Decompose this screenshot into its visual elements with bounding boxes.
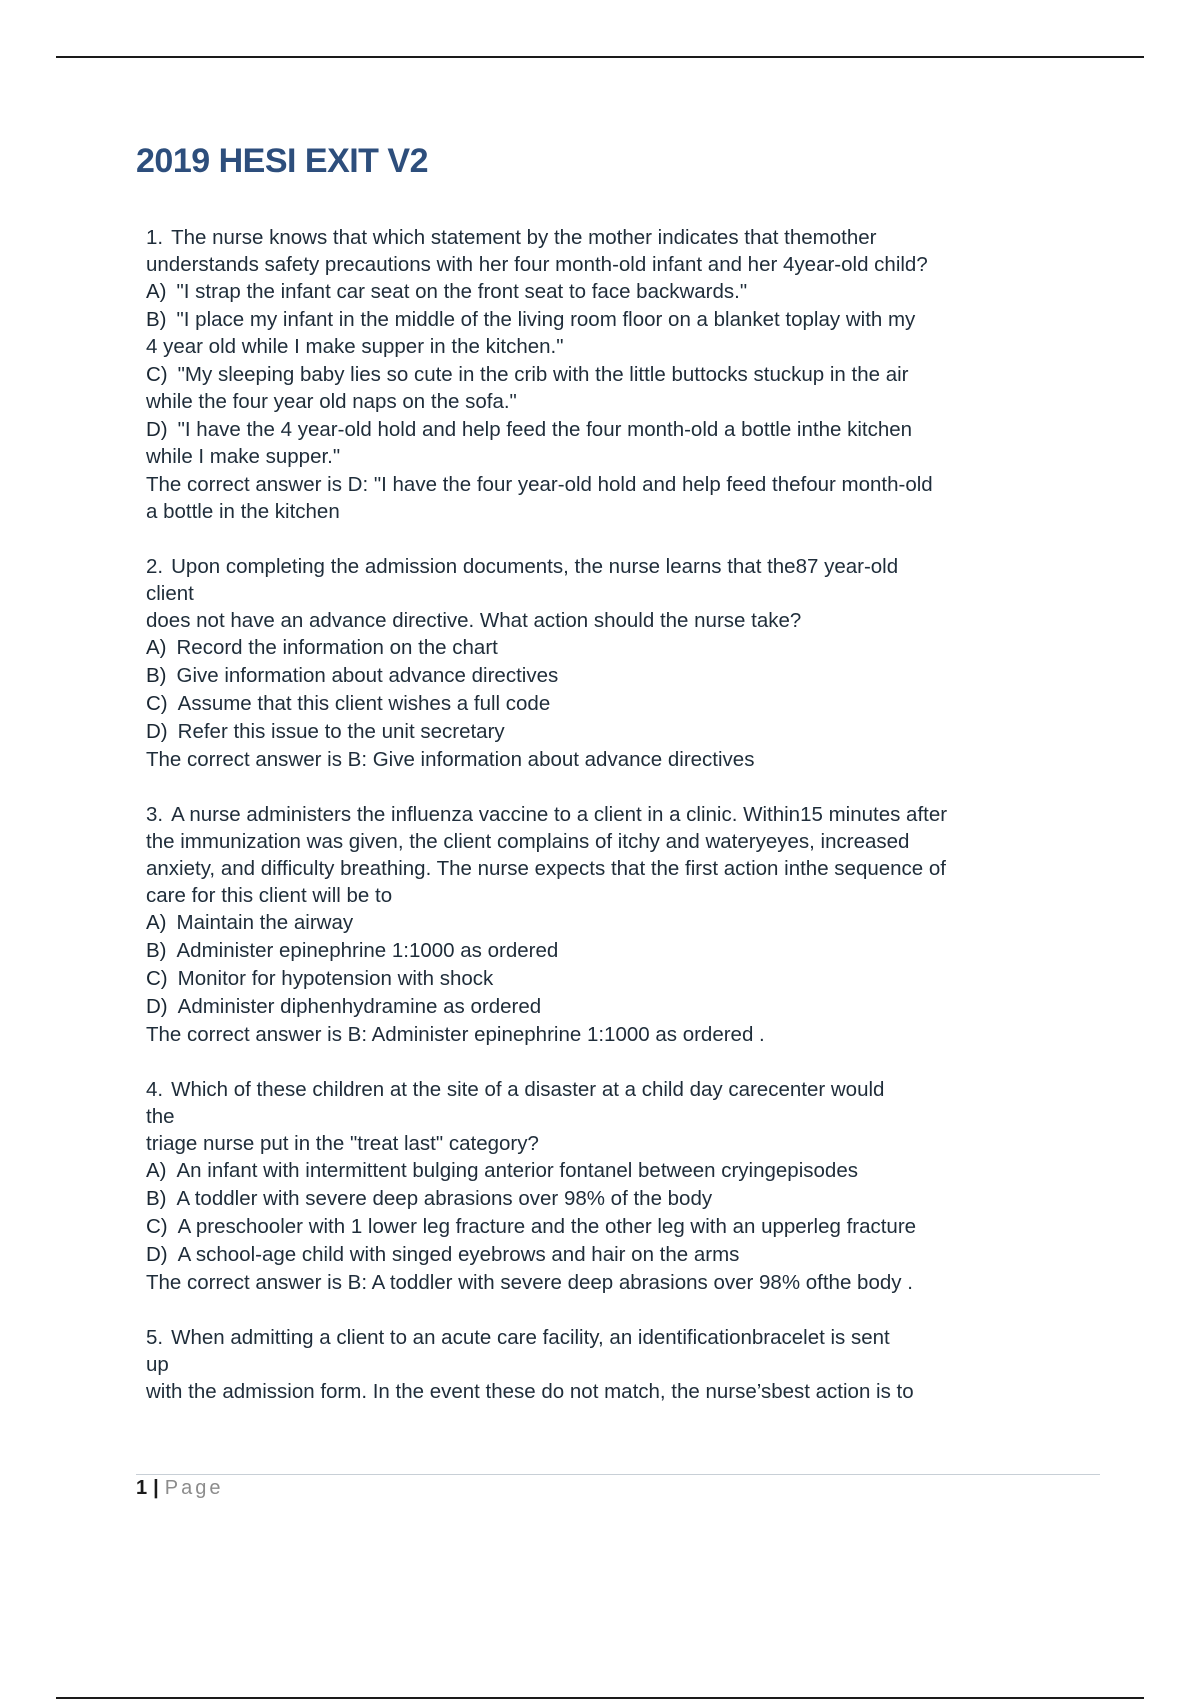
correct-answer: The correct answer is B: Administer epinephrine 1:1000 as ordered . [146, 1023, 765, 1046]
option-b: B) "I place my infant in the middle of the living room floor on a blanket toplay with my 4 year old while I make supper in the kitchen." [146, 308, 916, 358]
question-stem: care for this client will be to [146, 884, 393, 907]
question-1 [146, 224, 1066, 525]
correct-answer: The correct answer is B: A toddler with severe deep abrasions over 98% ofthe body . [146, 1271, 913, 1294]
question-stem: up [146, 1353, 169, 1376]
option-a: A) "I strap the infant car seat on the front seat to face backwards." [146, 280, 748, 303]
question-stem: with the admission form. In the event these do not match, the nurse’sbest action is to [146, 1380, 914, 1403]
question-3 [146, 801, 1066, 1048]
option-d: D) A school-age child with singed eyebrows and hair on the arms [146, 1243, 740, 1266]
question-number: 1. [146, 226, 164, 249]
question-stem: 5. When admitting a client to an acute care facility, an identificationbracelet is sent [146, 1326, 890, 1349]
question-5 [146, 1324, 1066, 1405]
page-footer [136, 1476, 223, 1500]
option-c: C) "My sleeping baby lies so cute in the crib with the little buttocks stuckup in the air while the four year old naps on the sofa." [146, 363, 909, 413]
option-a: A) Record the information on the chart [146, 636, 498, 659]
top-rule [56, 56, 1144, 58]
option-b: B) A toddler with severe deep abrasions over 98% of the body [146, 1187, 713, 1210]
option-c: C) A preschooler with 1 lower leg fracture and the other leg with an upperleg fracture [146, 1215, 917, 1238]
option-a: A) An infant with intermittent bulging anterior fontanel between cryingepisodes [146, 1159, 858, 1182]
document-title: 2019 HESI EXIT V2 [136, 142, 428, 180]
question-stem: anxiety, and difficulty breathing. The nurse expects that the first action inthe sequence of [146, 857, 946, 880]
question-stem: 1. The nurse knows that which statement by the mother indicates that themother [146, 226, 877, 249]
question-stem: 3. A nurse administers the influenza vaccine to a client in a clinic. Within15 minutes after [146, 803, 948, 826]
question-stem: understands safety precautions with her four month-old infant and her 4year-old child? [146, 253, 928, 276]
question-number: 3. [146, 803, 164, 826]
question-stem: does not have an advance directive. What action should the nurse take? [146, 609, 802, 632]
option-a: A) Maintain the airway [146, 911, 354, 934]
correct-answer: The correct answer is D: "I have the four year-old hold and help feed thefour month-old a bottle in the kitchen [146, 473, 933, 523]
option-c: C) Assume that this client wishes a full code [146, 692, 551, 715]
questions-list [146, 224, 1066, 1433]
correct-answer: The correct answer is B: Give information about advance directives [146, 748, 755, 771]
option-c: C) Monitor for hypotension with shock [146, 967, 494, 990]
footer-rule [136, 1474, 1100, 1475]
option-b: B) Administer epinephrine 1:1000 as ordered [146, 939, 559, 962]
page-label: Page [164, 1477, 224, 1499]
question-2 [146, 553, 1066, 773]
question-stem: the immunization was given, the client complains of itchy and wateryeyes, increased [146, 830, 910, 853]
question-stem: client [146, 582, 194, 605]
option-b: B) Give information about advance directives [146, 664, 559, 687]
question-stem: triage nurse put in the "treat last" category? [146, 1132, 539, 1155]
option-d: D) Refer this issue to the unit secretary [146, 720, 505, 743]
page-number: 1 [136, 1477, 148, 1499]
question-number: 5. [146, 1326, 164, 1349]
question-stem: the [146, 1105, 175, 1128]
question-4 [146, 1076, 1066, 1296]
option-d: D) Administer diphenhydramine as ordered [146, 995, 542, 1018]
question-number: 4. [146, 1078, 164, 1101]
option-d: D) "I have the 4 year-old hold and help feed the four month-old a bottle inthe kitchen while I make supper." [146, 418, 913, 468]
page-separator: | [153, 1477, 159, 1499]
question-number: 2. [146, 555, 164, 578]
bottom-rule [56, 1697, 1144, 1699]
question-stem: 2. Upon completing the admission documents, the nurse learns that the87 year-old [146, 555, 899, 578]
question-stem: 4. Which of these children at the site of a disaster at a child day carecenter would [146, 1078, 885, 1101]
